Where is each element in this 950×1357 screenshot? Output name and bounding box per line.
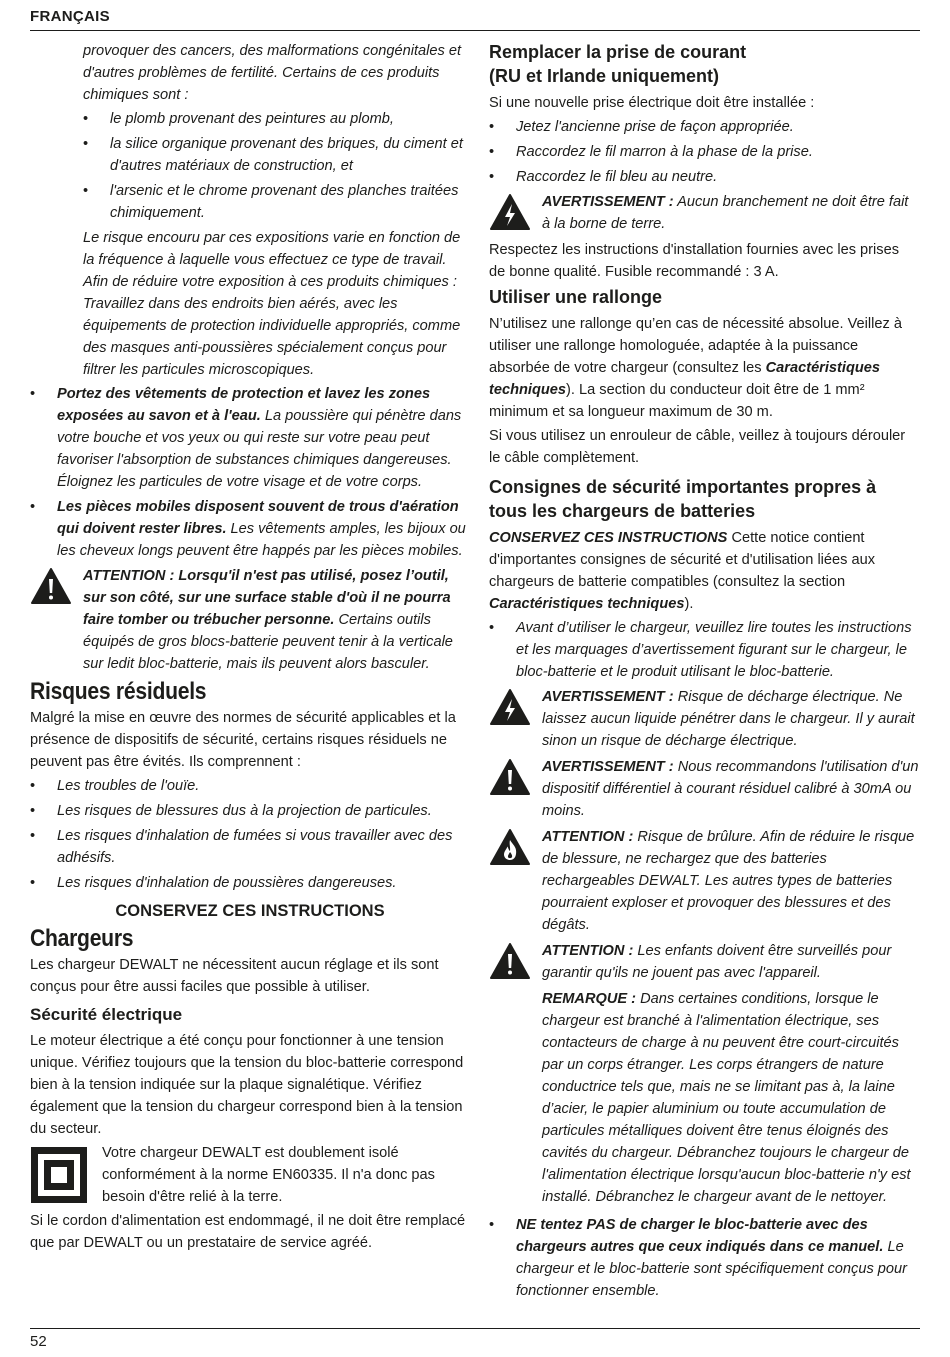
list-item: • Les troubles de l'ouïe. xyxy=(30,775,470,797)
list-item: • Jetez l'ancienne prise de façon appropriée. xyxy=(489,116,919,138)
keep-instructions-heading: CONSERVEZ CES INSTRUCTIONS xyxy=(115,902,385,920)
plug-follow-text: Respectez les instructions d'installation fournies avec les prises de bonne qualité. Fusible recommandé : 3 A. xyxy=(489,242,899,280)
page-header xyxy=(30,8,920,31)
final-text: Le chargeur et le bloc-batterie sont spécifiquement conçus pour fonctionner ensemble. xyxy=(516,1239,908,1299)
list-item: • Avant d’utiliser le chargeur, veuillez lire toutes les instructions et les marquages d’avertissement figurant sur le chargeur, le bloc-batterie et le produit utilisant le bloc-batterie. xyxy=(489,617,919,683)
attention-burn-block xyxy=(489,826,919,936)
list-item: • Les risques d'inhalation de fumées si vous travailler avec des adhésifs. xyxy=(30,825,470,869)
note-text: Dans certaines conditions, lorsque le chargeur est branché à l'alimentation électrique, ses contacteurs de charge à nu peuvent être court-circuités par un corps étranger. Les corps étrangers de nature conductrice tels que, mais ne se limitant pas à, la laine d’acier, le papier aluminium ou toute accumulation de particules métalliques doivent être tenus éloignés des cavités du chargeur. Débranchez toujours le chargeur de l'alimentation électrique lorsqu'aucun bloc-batterie n'y est installé. Débranchez le chargeur avant de le nettoyer. xyxy=(542,991,911,1205)
plug-title-line2: (RU et Irlande uniquement) xyxy=(489,66,720,86)
attention-block xyxy=(30,565,470,675)
page-number: 52 xyxy=(30,1333,47,1350)
warning-shock-block xyxy=(489,686,919,752)
warning-triangle-icon xyxy=(489,758,531,796)
warning-label: AVERTISSEMENT : xyxy=(542,194,674,210)
electric-shock-warning-icon xyxy=(489,193,531,231)
list-item: • Raccordez le fil bleu au neutre. xyxy=(489,166,919,188)
plug-title-line1: Remplacer la prise de courant xyxy=(489,42,747,62)
safety-text-part: ). xyxy=(684,596,694,612)
residual-risks-title: Risques résiduels xyxy=(30,678,207,705)
intro-block xyxy=(30,40,470,381)
plug-intro: Si une nouvelle prise électrique doit être installée : xyxy=(489,95,815,111)
list-item: • Les risques de blessures dus à la projection de particules. xyxy=(30,800,470,822)
chargers-title: Chargeurs xyxy=(30,925,134,952)
list-item xyxy=(30,496,470,562)
warning-text: Nous recommandons l'utilisation d'un dispositif différentiel à courant résiduel calibré à 30mA ou moins. xyxy=(542,759,919,819)
warning-rcd-block xyxy=(489,756,919,822)
extension-text xyxy=(489,313,919,423)
warning-triangle-icon xyxy=(489,942,531,980)
protection-list xyxy=(30,383,470,562)
bullet-bold-text: Portez des vêtements de protection et lavez les zones exposées au savon et à l'eau. xyxy=(57,386,431,424)
warning-label: AVERTISSEMENT : xyxy=(542,689,674,705)
plug-title xyxy=(489,40,919,88)
warning-label: AVERTISSEMENT : xyxy=(542,759,674,775)
note-label: REMARQUE : xyxy=(542,991,637,1007)
safety-text-bold: Caractéristiques techniques xyxy=(489,596,685,612)
electrical-safety-title: Sécurité électrique xyxy=(30,1005,183,1024)
attention-children-block xyxy=(489,940,919,984)
fire-warning-icon xyxy=(489,828,531,866)
attention-text: Certains outils équipés de gros blocs-batterie peuvent tenir à la verticale sur ledit bloc-batterie, mais ils peuvent alors basculer. xyxy=(83,612,453,672)
list-item: • le plomb provenant des peintures au plomb, xyxy=(83,108,470,130)
list-item: • la silice organique provenant des briques, du ciment et d'autres matériaux de construction, et xyxy=(83,133,470,177)
plug-warning-block xyxy=(489,191,919,235)
bullet-text: La poussière qui pénètre dans votre bouche et vos yeux ou qui reste sur votre peau peut favoriser l'absorption de substances chimiques dangereuses. Éloignez les particules de votre visage et de votre corps. xyxy=(57,408,462,490)
safety-list xyxy=(489,617,919,683)
warning-text: Aucun branchement ne doit être fait à la borne de terre. xyxy=(542,194,909,232)
attention-label: ATTENTION : xyxy=(542,829,634,845)
cable-reel-text: Si vous utilisez un enrouleur de câble, veillez à toujours dérouler le câble complètement. xyxy=(489,428,906,466)
double-insulation-text: Votre chargeur DEWALT est doublement isolé conformément à la norme EN60335. Il n'a donc pas besoin d'être relié à la terre. xyxy=(102,1145,435,1205)
list-item xyxy=(30,383,470,493)
note-block xyxy=(489,988,919,1208)
double-insulation-icon xyxy=(30,1146,88,1204)
charger-safety-title: Consignes de sécurité importantes propres à tous les chargeurs de batteries xyxy=(489,477,877,521)
bullet-text: Les vêtements amples, les bijoux ou les cheveux longs peuvent être happés par les pièces mobiles. xyxy=(57,521,466,559)
extension-text-part: N’utilisez une rallonge qu’en cas de nécessité absolue. Veillez à utiliser une rallonge homologuée, adaptée à la puissance absorbée de votre chargeur (consultez les xyxy=(489,316,902,376)
attention-text: Les enfants doivent être surveillés pour garantir qu'ils ne jouent pas avec l'appareil. xyxy=(542,943,892,981)
left-column xyxy=(30,40,470,1256)
keep-instructions-label: CONSERVEZ CES INSTRUCTIONS xyxy=(489,530,728,546)
risk-text: Le risque encouru par ces expositions varie en fonction de la fréquence à laquelle vous effectuez ce type de travail. Afin de réduire votre exposition à ces produits chimiques : Travaillez dans des endroits bien aérés, avec les équipements de protection individuelle appropriés, comme des masques anti-poussières spécialement conçus pour filtrer les particules microscopiques. xyxy=(83,230,461,378)
attention-text: Risque de brûlure. Afin de réduire le risque de blessure, ne rechargez que des batteries rechargeables DEWALT. Les autres types de batteries pourraient exploser et provoquer des blessures et des dégâts. xyxy=(542,829,915,933)
electrical-safety-text: Le moteur électrique a été conçu pour fonctionner à une tension unique. Vérifiez toujours que la tension du bloc-batterie correspond bien à la tension indiquée sur la plaque signalétique. Vérifiez également que la tension du chargeur correspond bien à la tension du secteur. xyxy=(30,1033,464,1137)
final-list xyxy=(489,1214,919,1302)
extension-title: Utiliser une rallonge xyxy=(489,287,663,307)
extension-text-part: ). La section du conducteur doit être de 1 mm² minimum et sa longueur maximum de 30 m. xyxy=(489,382,865,420)
warning-text: Risque de décharge électrique. Ne laissez aucun liquide pénétrer dans le chargeur. Il y aurait sinon un risque de décharge électrique. xyxy=(542,689,915,749)
extension-text-bold: Caractéristiques techniques xyxy=(489,360,881,398)
residual-list xyxy=(30,775,470,894)
right-column xyxy=(489,40,919,1305)
list-item: • Raccordez le fil marron à la phase de la prise. xyxy=(489,141,919,163)
final-bold-text: NE tentez PAS de charger le bloc-batterie avec des chargeurs autres que ceux indiqués dans ce manuel. xyxy=(516,1217,884,1255)
list-item: • l'arsenic et le chrome provenant des planches traitées chimiquement. xyxy=(83,180,470,224)
double-insulation-block xyxy=(30,1142,470,1208)
plug-list xyxy=(489,116,919,188)
chem-list xyxy=(83,108,470,224)
cord-text: Si le cordon d'alimentation est endommagé, il ne doit être remplacé que par DEWALT ou un prestataire de service agréé. xyxy=(30,1213,466,1251)
warning-triangle-icon xyxy=(30,567,72,605)
footer-divider xyxy=(30,1328,920,1329)
bullet-bold-text: Les pièces mobiles disposent souvent de trous d'aération qui doivent rester libres. xyxy=(57,499,459,537)
safety-text-part: Cette notice contient d'importantes consignes de sécurité et d'utilisation liées aux chargeurs de batterie compatibles (consultez la section xyxy=(489,530,876,590)
intro-text: provoquer des cancers, des malformations congénitales et d'autres problèmes de fertilité. Certains de ces produits chimiques sont : xyxy=(83,43,462,103)
residual-text: Malgré la mise en œuvre des normes de sécurité applicables et la présence de dispositifs de sécurité, certains risques résiduels ne peuvent pas être évités. Ils comprennent : xyxy=(30,710,456,770)
chargers-text: Les chargeur DEWALT ne nécessitent aucun réglage et ils sont conçus pour être aussi faciles que possible à utiliser. xyxy=(30,957,439,995)
list-item xyxy=(489,1214,919,1302)
attention-bold-text: ATTENTION : Lorsqu'il n'est pas utilisé, posez l’outil, sur son côté, sur une surface stable d'où il ne pourra faire tomber ou trébucher personne. xyxy=(83,568,451,628)
charger-safety-text xyxy=(489,527,919,615)
electric-shock-warning-icon xyxy=(489,688,531,726)
language-label: FRANÇAIS xyxy=(30,8,110,25)
list-item: • Les risques d'inhalation de poussières dangereuses. xyxy=(30,872,470,894)
attention-label: ATTENTION : xyxy=(542,943,634,959)
